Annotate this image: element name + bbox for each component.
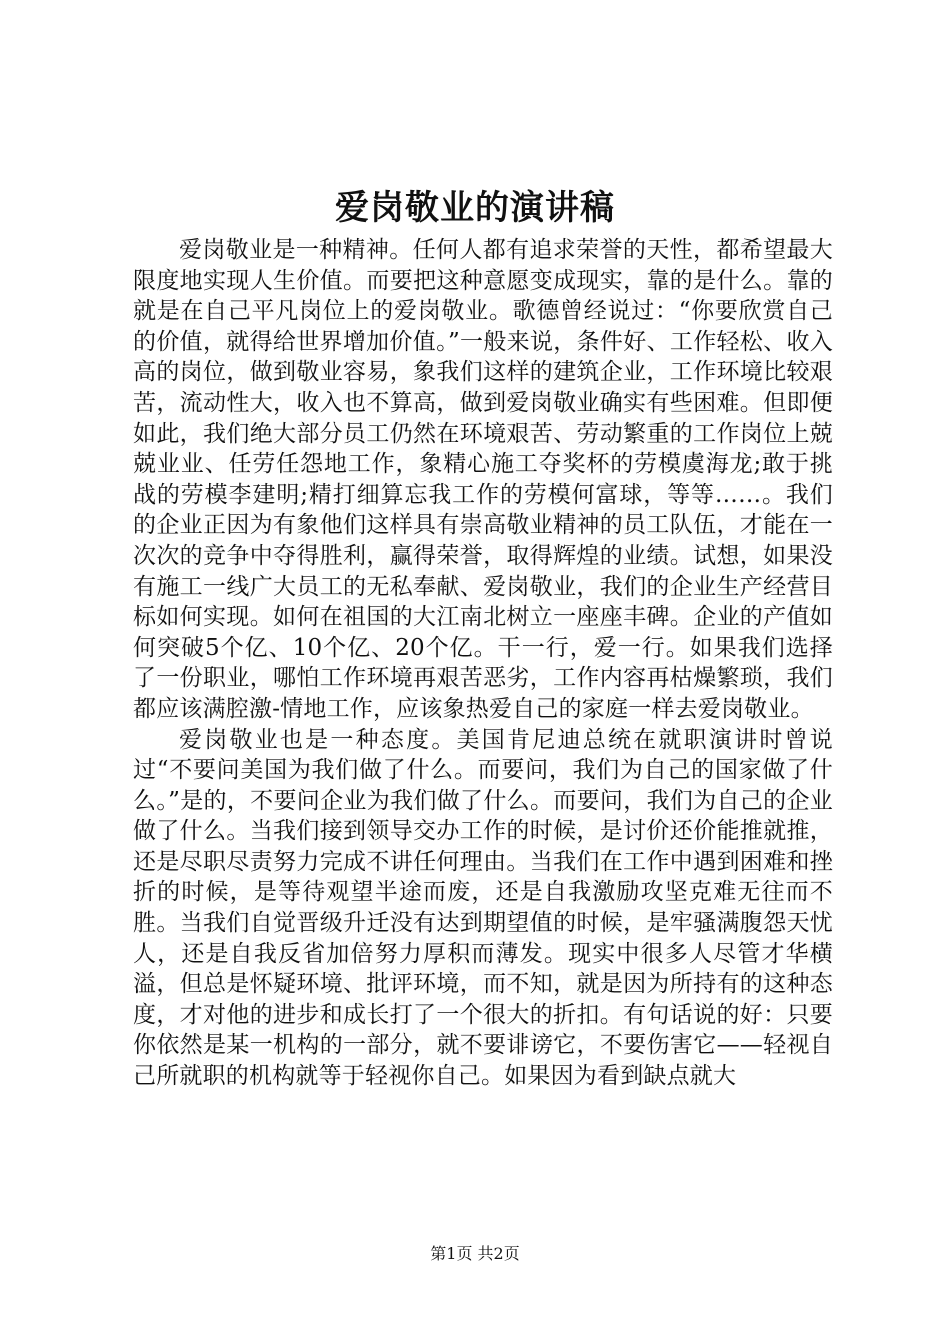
paragraph-2: 爱岗敬业也是一种态度。美国肯尼迪总统在就职演讲时曾说过“不要问美国为我们做了什么。而要问，我们为自己的国家做了什么。”是的，不要问企业为我们做了什么。而要问，我们为自己的企业做了什么。当我们接到领导交办工作的时候，是讨价还价能推就推，还是尽职尽责努力完成不讲任何理由。当我们在工作中遇到困难和挫折的时候，是等待观望半途而废，还是自我激励攻坚克难无往而不胜。当我们自觉晋级升迁没有达到期望值的时候，是牢骚满腹怨天忧人，还是自我反省加倍努力厚积而薄发。现实中很多人尽管才华横溢，但总是怀疑环境、批评环境，而不知，就是因为所持有的这种态度，才对他的进步和成长打了一个很大的折扣。有句话说的好：只要你依然是某一机构的一部分，就不要诽谤它，不要伤害它——轻视自己所就职的机构就等于轻视你自己。如果因为看到缺点就大 <box>133 726 833 1090</box>
document-title: 爱岗敬业的演讲稿 <box>335 188 615 228</box>
document-body <box>133 235 833 1092</box>
paragraph-1: 爱岗敬业是一种精神。任何人都有追求荣誉的天性，都希望最大限度地实现人生价值。而要把这种意愿变成现实，靠的是什么。靠的就是在自己平凡岗位上的爱岗敬业。歌德曾经说过：“你要欣赏自己的价值，就得给世界增加价值。”一般来说，条件好、工作轻松、收入高的岗位，做到敬业容易，象我们这样的建筑企业，工作环境比较艰苦，流动性大，收入也不算高，做到爱岗敬业确实有些困难。但即便如此，我们绝大部分员工仍然在环境艰苦、劳动繁重的工作岗位上兢兢业业、任劳任怨地工作，象精心施工夺奖杯的劳模虞海龙;敢于挑战的劳模李建明;精打细算忘我工作的劳模何富球，等等……。我们的企业正因为有象他们这样具有崇高敬业精神的员工队伍，才能在一次次的竞争中夺得胜利，赢得荣誉，取得辉煌的业绩。试想，如果没有施工一线广大员工的无私奉献、爱岗敬业，我们的企业生产经营目标如何实现。如何在祖国的大江南北树立一座座丰碑。企业的产值如何突破5个亿、10个亿、20个亿。干一行，爱一行。如果我们选择了一份职业，哪怕工作环境再艰苦恶劣，工作内容再枯燥繁琐，我们都应该满腔激-情地工作，应该象热爱自己的家庭一样去爱岗敬业。 <box>133 237 833 722</box>
page-number-footer: 第1页 共2页 <box>430 1244 520 1263</box>
